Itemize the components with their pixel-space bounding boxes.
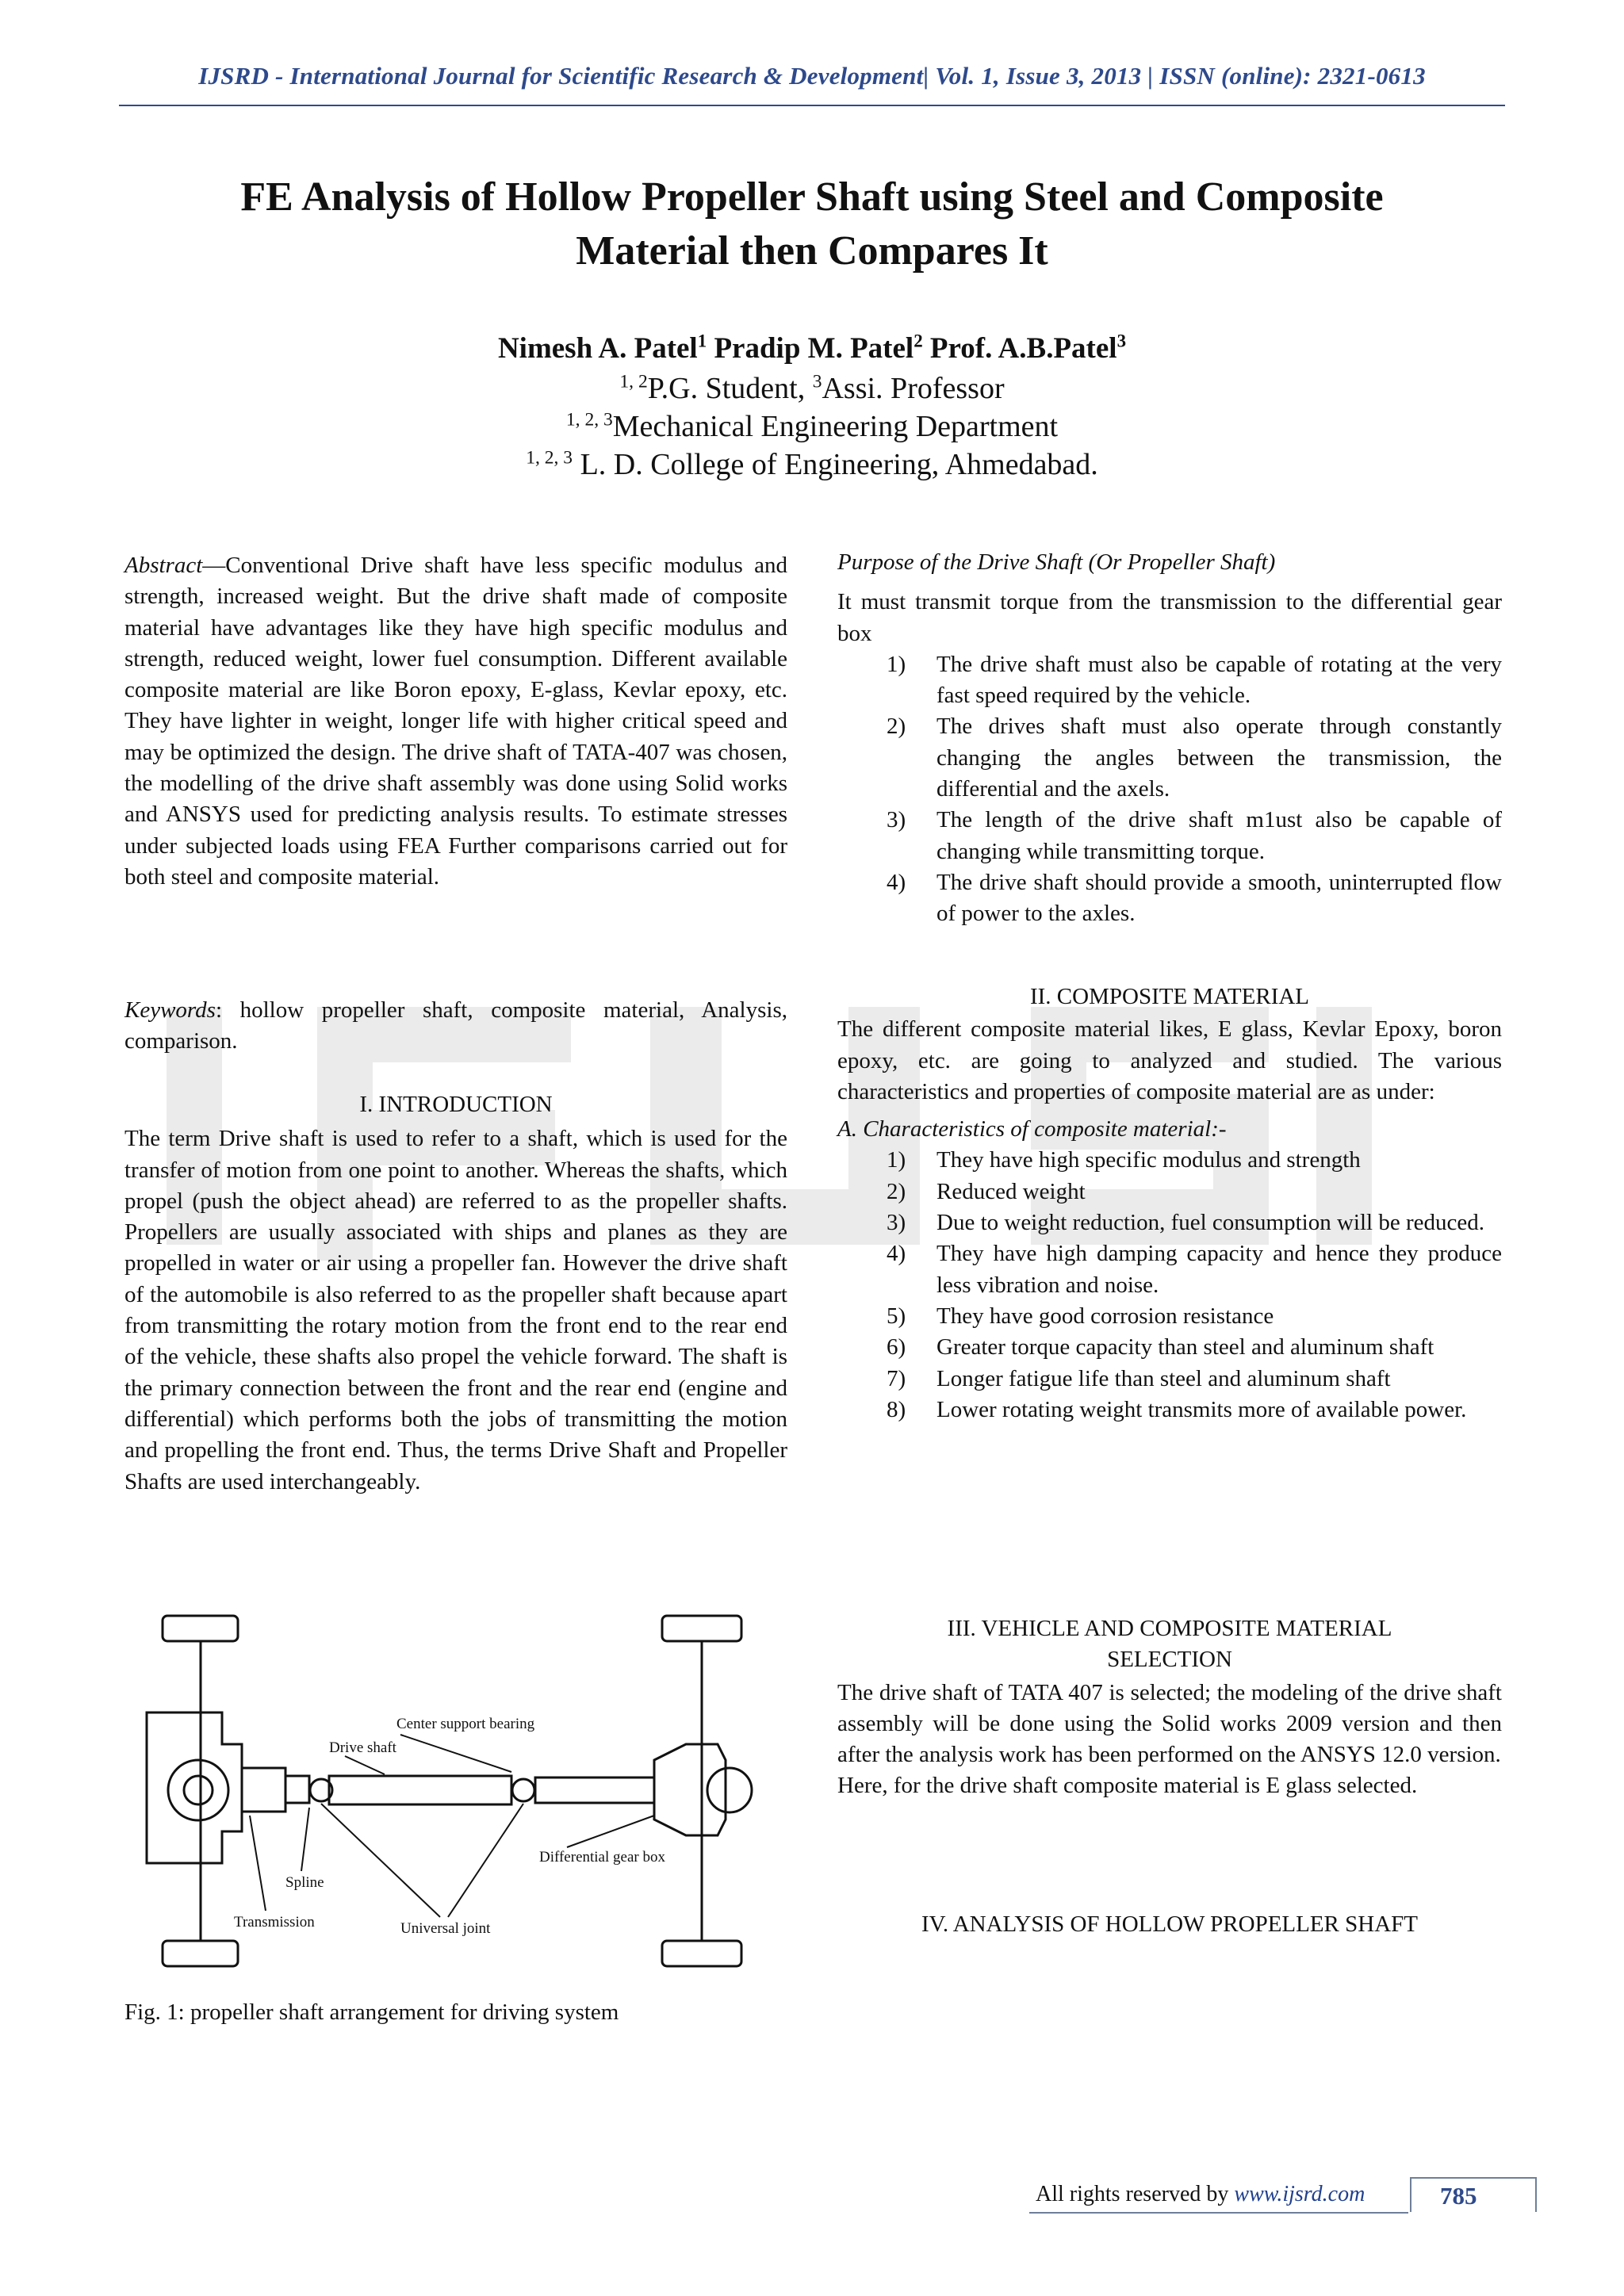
characteristics-list-item-text: They have good corrosion resistance	[936, 1303, 1274, 1329]
keywords	[124, 995, 787, 1058]
purpose-list-item-text: The drive shaft must also be capable of rotating at the very fast speed required by the vehicle.	[936, 651, 1502, 709]
footer-rights-text: All rights reserved by	[1036, 2182, 1235, 2206]
abstract-block	[124, 550, 787, 893]
purpose-list-item	[837, 711, 1502, 805]
front-right-wheel	[163, 1941, 238, 1966]
engine-circle	[168, 1760, 228, 1820]
footer-rule	[1029, 2212, 1408, 2214]
transmission-housing	[242, 1768, 285, 1812]
introduction-section	[124, 1089, 787, 1498]
author-3: Prof. A.B.Patel	[929, 332, 1117, 365]
characteristics-list-item	[837, 1207, 1502, 1238]
keywords-block	[124, 995, 787, 1058]
dept: Mechanical Engineering Department	[612, 410, 1059, 443]
characteristics-list-item-number: 5)	[887, 1303, 906, 1329]
characteristics-list-item-text: Due to weight reduction, fuel consumption will be reduced.	[936, 1210, 1484, 1236]
keywords-label: Keywords	[124, 997, 216, 1023]
label-spline: Spline	[285, 1874, 324, 1891]
drive-shaft-rear	[535, 1777, 654, 1803]
abstract-text: Conventional Drive shaft have less specific modulus and strength, increased weight. But the drive shaft made of composite material have advantages like they have high specific modulus and strength, reduced weight, lower fuel consumption. Different available composite material are like Boron epoxy, E-glass, Kevlar epoxy, etc. They have lighter in weight, longer life with higher critical speed and may be optimized the design. The drive shaft of TATA-407 was chosen, the modelling of the drive shaft assembly was done using Solid works and ANSYS used for predicting analysis results. To estimate stresses under subjected loads using FEA Further comparisons carried out for both steel and composite material.	[124, 553, 787, 890]
affiliation-role	[119, 371, 1505, 406]
purpose-list-item	[837, 649, 1502, 712]
characteristics-list-item-number: 2)	[887, 1178, 906, 1204]
characteristics-list-item-number: 1)	[887, 1147, 906, 1173]
author-1: Nimesh A. Patel	[497, 332, 698, 365]
vehicle-heading-line-1: III. VEHICLE AND COMPOSITE MATERIAL	[947, 1616, 1392, 1641]
purpose-list-item	[837, 805, 1502, 867]
label-differential-gear-box: Differential gear box	[539, 1849, 665, 1866]
author-3-sup: 3	[1116, 331, 1127, 351]
vehicle-paragraph-1: The drive shaft of TATA 407 is selected; the modeling of the drive shaft assembly will be done using the Solid works 2009 version and then after the analysis work has been performed on the ANSYS 12.0 version.	[837, 1679, 1502, 1768]
front-left-wheel	[163, 1616, 238, 1641]
purpose-list-item-number: 3)	[887, 807, 906, 833]
vehicle-heading-line-2: SELECTION	[1107, 1647, 1232, 1673]
keywords-text: : hollow propeller shaft, composite material, Analysis, comparison.	[124, 997, 787, 1054]
college: L. D. College of Engineering, Ahmedabad.	[573, 448, 1098, 481]
characteristics-list-item-number: 6)	[887, 1334, 906, 1360]
vehicle-paragraph-2: Here, for the drive shaft composite material is E glass selected.	[837, 1773, 1418, 1799]
universal-joint-2	[512, 1779, 534, 1801]
purpose-list-item-number: 2)	[887, 714, 906, 740]
characteristics-list-item-number: 3)	[887, 1210, 906, 1236]
header-rule	[119, 105, 1505, 106]
characteristics-list-item-number: 7)	[887, 1365, 906, 1391]
abstract-dash: —	[202, 553, 226, 578]
characteristics-list-item-text: Greater torque capacity than steel and aluminum shaft	[936, 1334, 1434, 1360]
journal-header: IJSRD - International Journal for Scientific Research & Development| Vol. 1, Issue 3, 2013 | ISSN (online): 2321-0613	[198, 62, 1426, 90]
role-sup-1: 1, 2	[619, 371, 648, 392]
drive-shaft-front	[329, 1776, 511, 1804]
footer-site-link[interactable]: www.ijsrd.com	[1234, 2182, 1365, 2206]
rear-left-wheel	[662, 1616, 741, 1641]
introduction-heading: I. INTRODUCTION	[359, 1092, 553, 1117]
composite-text: The different composite material likes, E glass, Kevlar Epoxy, boron epoxy, etc. are going to analyzed and studied. The various characteristics and properties of composite material are as under:	[837, 1016, 1502, 1104]
characteristics-list-item	[837, 1395, 1502, 1425]
characteristics-list-item	[837, 1145, 1502, 1176]
characteristics-list-item-number: 8)	[887, 1396, 906, 1422]
purpose-heading: Purpose of the Drive Shaft (Or Propeller Shaft)	[837, 549, 1276, 575]
characteristics-list-item-text: They have high specific modulus and strength	[936, 1147, 1361, 1173]
abstract	[124, 550, 787, 893]
composite-heading: II. COMPOSITE MATERIAL	[1029, 984, 1310, 1009]
figure-caption: Fig. 1: propeller shaft arrangement for driving system	[124, 1999, 619, 2025]
purpose-intro: It must transmit torque from the transmission to the differential gear box	[837, 589, 1502, 646]
abstract-label: Abstract	[124, 553, 203, 578]
role-1: P.G. Student,	[647, 372, 813, 405]
purpose-list-item	[837, 867, 1502, 930]
rear-right-wheel	[662, 1941, 741, 1966]
college-sup: 1, 2, 3	[526, 447, 573, 469]
title-line-2: Material then Compares It	[576, 228, 1048, 274]
characteristics-list-item	[837, 1177, 1502, 1207]
author-2-sup: 2	[914, 331, 923, 351]
title-line-1: FE Analysis of Hollow Propeller Shaft using Steel and Composite	[240, 174, 1384, 220]
characteristics-list-item-number: 4)	[887, 1241, 906, 1267]
characteristics-list-item-text: Longer fatigue life than steel and aluminum shaft	[936, 1365, 1391, 1391]
label-center-support-bearing: Center support bearing	[396, 1716, 535, 1732]
analysis-section	[837, 1909, 1502, 1940]
analysis-heading: IV. ANALYSIS OF HOLLOW PROPELLER SHAFT	[921, 1911, 1419, 1937]
role-2: Assi. Professor	[822, 372, 1005, 405]
purpose-list-item-number: 4)	[887, 869, 906, 895]
label-universal-joint: Universal joint	[400, 1920, 491, 1937]
characteristics-heading: A. Characteristics of composite material:-	[837, 1116, 1227, 1142]
author-2: Pradip M. Patel	[714, 332, 914, 365]
affiliation-college	[119, 447, 1505, 482]
purpose-list-item-text: The drive shaft should provide a smooth, uninterrupted flow of power to the axles.	[936, 869, 1502, 927]
propeller-shaft-figure	[139, 1609, 773, 1974]
introduction-text: The term Drive shaft is used to refer to a shaft, which is used for the transfer of motion from one point to another. Whereas the shafts, which propel (push the object ahead) are referred to as the propeller shafts. Propellers are usually associated with ships and planes as they are propelled in water or air using a propeller fan. However the drive shaft of the automobile is also referred to as the propeller shaft because apart from transmitting the rotary motion from the front end to the rear end of the vehicle, these shafts also propel the vehicle forward. The shaft is the primary connection between the front and the rear end (engine and differential) which performs both the jobs of transmitting the motion and propelling the front end. Thus, the terms Drive Shaft and Propeller Shafts are used interchangeably.	[124, 1126, 787, 1494]
label-drive-shaft: Drive shaft	[329, 1739, 396, 1756]
composite-section	[837, 982, 1502, 1425]
author-1-sup: 1	[697, 331, 707, 351]
purpose-list-item-text: The length of the drive shaft m1ust also be capable of changing while transmitting torque.	[936, 807, 1502, 864]
differential-gear-box	[654, 1744, 726, 1835]
characteristics-list-item-text: Lower rotating weight transmits more of available power.	[936, 1396, 1467, 1422]
label-transmission: Transmission	[234, 1914, 315, 1931]
author-list	[119, 331, 1505, 365]
characteristics-list-item	[837, 1364, 1502, 1395]
purpose-list-item-text: The drives shaft must also operate through constantly changing the angles between the transmission, the differential and the axels.	[936, 714, 1502, 802]
purpose-list	[837, 649, 1502, 930]
purpose-section	[837, 547, 1502, 930]
characteristics-list-item	[837, 1301, 1502, 1332]
page-number: 785	[1410, 2177, 1537, 2212]
characteristics-list-item-text: They have high damping capacity and hence they produce less vibration and noise.	[936, 1241, 1502, 1298]
characteristics-list-item	[837, 1332, 1502, 1363]
dept-sup: 1, 2, 3	[565, 409, 613, 430]
characteristics-list	[837, 1145, 1502, 1425]
footer-rights	[1036, 2182, 1365, 2207]
characteristics-list-item	[837, 1238, 1502, 1301]
characteristics-list-item-text: Reduced weight	[936, 1178, 1086, 1204]
vehicle-section	[837, 1613, 1502, 1802]
affiliation-department	[119, 409, 1505, 444]
purpose-list-item-number: 1)	[887, 651, 906, 677]
paper-title	[119, 170, 1505, 278]
role-sup-2: 3	[812, 371, 822, 392]
